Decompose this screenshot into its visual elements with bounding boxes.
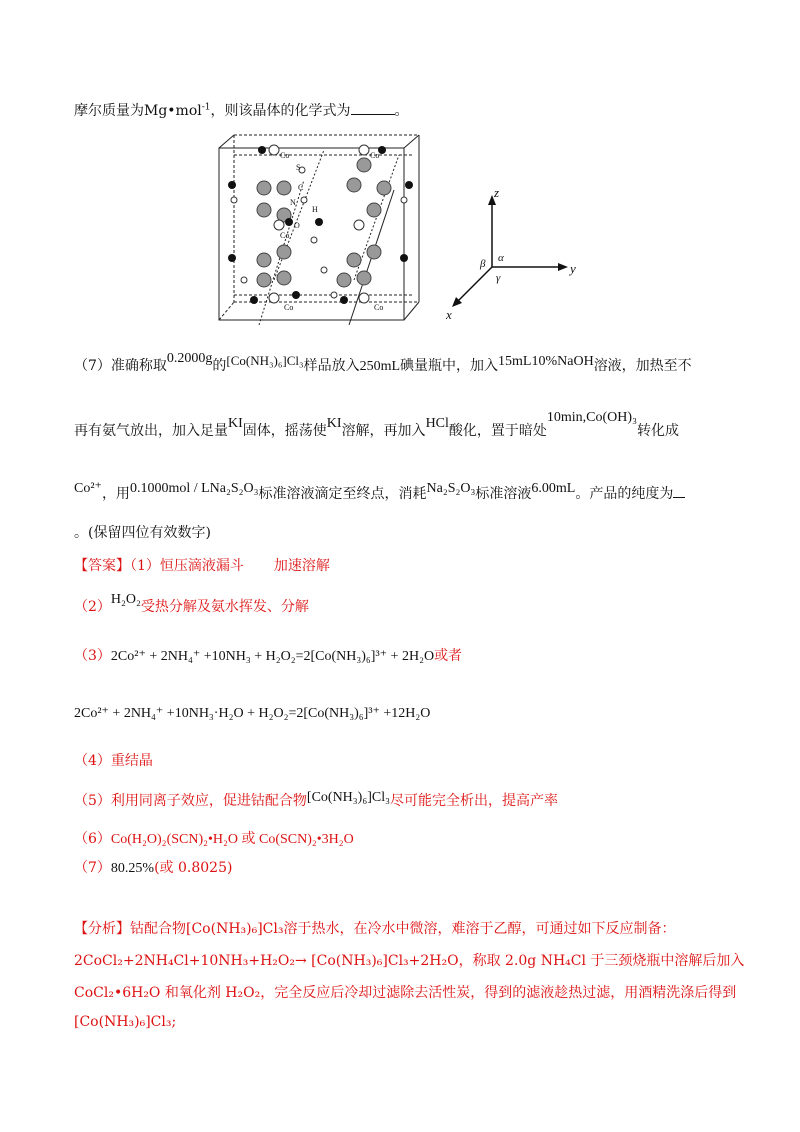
answer-7: （7）80.25%(或 0.8025) bbox=[74, 860, 233, 876]
axes-diagram bbox=[440, 185, 590, 320]
label-s: S bbox=[296, 163, 301, 172]
label-n: N bbox=[290, 198, 296, 207]
answer-5: （5）利用同离子效应，促进钴配合物[Co(NH₃)₆]Cl₃尽可能完全析出，提高产率 bbox=[74, 790, 558, 809]
analysis-line-1: 【分析】钴配合物[Co(NH₃)₆]Cl₃溶于热水，在冷水中微溶，难溶于乙醇，可通过如下反应制备： bbox=[74, 921, 676, 937]
label-co: Co bbox=[374, 303, 384, 312]
answer-3-alternative: 2Co²⁺ + 2NH₄⁺ +10NH₃·H₂O + H₂O₂=2[Co(NH₃)₆]³⁺ +12H₂O bbox=[74, 706, 431, 721]
question-7-line-3: Co²⁺，用0.1000mol / LNa₂S₂O₃标准溶液滴定至终点，消耗Na₂S₂O₃标准溶液6.00mL。产品的纯度为 bbox=[74, 483, 685, 503]
label-c: C bbox=[298, 183, 304, 192]
axis-y-label: y bbox=[570, 261, 576, 276]
label-co: Co bbox=[370, 151, 380, 160]
axis-x-label: x bbox=[446, 307, 452, 320]
label-h: H bbox=[312, 205, 318, 214]
axis-z-label: z bbox=[494, 185, 500, 200]
angle-alpha: α bbox=[498, 252, 504, 264]
answer-3: （3）2Co²⁺ + 2NH₄⁺ +10NH₃ + H₂O₂=2[Co(NH₃)₆]³⁺ + 2H₂O或者 bbox=[74, 648, 463, 664]
label-co: Co bbox=[280, 231, 290, 240]
answer-6: （6）Co(H₂O)₂(SCN)₂•H₂O 或 Co(SCN)₂•3H₂O bbox=[74, 831, 354, 847]
question-7-line-1: （7）准确称取0.2000g的[Co(NH₃)₆]Cl₃样品放入250mL碘量瓶中，加入15mL10%NaOH溶液，加热至不 bbox=[74, 351, 692, 374]
question-7-line-4: 。(保留四位有效数字) bbox=[74, 525, 211, 541]
answer-4: （4）重结晶 bbox=[74, 753, 153, 769]
answer-blank bbox=[673, 485, 685, 498]
label-co: Co bbox=[284, 303, 294, 312]
label-o: O bbox=[294, 221, 300, 230]
analysis-line-4: [Co(NH₃)₆]Cl₃; bbox=[74, 1014, 177, 1030]
angle-beta: β bbox=[480, 258, 486, 270]
label-co: Co bbox=[280, 151, 290, 160]
analysis-line-2: 2CoCl₂+2NH₄Cl+10NH₃+H₂O₂→ [Co(NH₃)₆]Cl₃+2H₂O，称取 2.0g NH₄Cl 于三颈烧瓶中溶解后加入 bbox=[74, 953, 745, 969]
question-line-6: 摩尔质量为Mg•mol$^{-1}$，则该晶体的化学式为 。 bbox=[74, 102, 409, 119]
answer-tag: 【答案】 bbox=[74, 558, 130, 574]
analysis-line-3: CoCl₂•6H₂O 和氧化剂 H₂O₂，完全反应后冷却过滤除去活性炭，得到的滤液趁热过滤，用酒精洗涤后得到 bbox=[74, 985, 737, 1001]
answer-1: 【答案】（1）恒压滴液漏斗 加速溶解 bbox=[74, 558, 330, 574]
answer-blank bbox=[351, 102, 395, 115]
crystal-structure-figure bbox=[214, 130, 424, 325]
angle-gamma: γ bbox=[496, 272, 501, 284]
answer-2: （2）H₂O₂受热分解及氨水挥发、分解 bbox=[74, 592, 309, 615]
question-7-line-2: 再有氨气放出，加入足量KI固体，摇荡使KI溶解，再加入HCl酸化，置于暗处10min,Co(OH)₃转化成 bbox=[74, 410, 679, 439]
